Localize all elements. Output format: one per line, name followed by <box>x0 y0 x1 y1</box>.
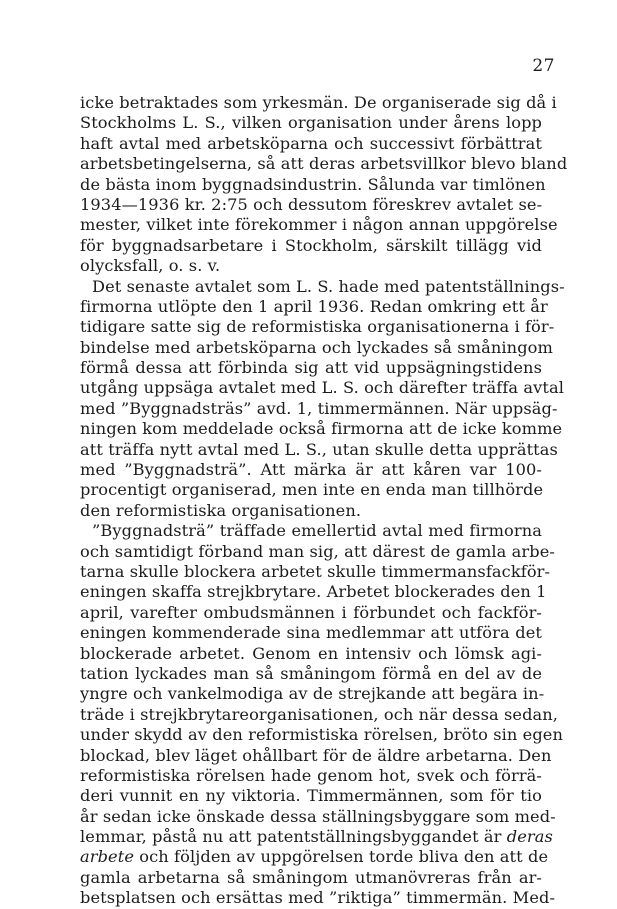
text-line: bindelse med arbetsköparna och lyckades så småningom <box>80 337 553 357</box>
text-line <box>80 827 553 847</box>
text-line: deri vunnit en ny viktoria. Timmermännen, som för tio <box>80 786 542 806</box>
text-line: de bästa inom byggnadsindustrin. Sålunda var timlönen <box>80 174 546 194</box>
text-line: april, varefter ombudsmännen i förbundet och fackför- <box>80 602 542 622</box>
text-line: olycksfall, o. s. v. <box>80 256 221 276</box>
text-line: med ”Byggnadsträ”. Att märka är att kåren var 100- <box>80 460 542 480</box>
text-line: eningen kommenderade sina medlemmar att utföra det <box>80 623 542 643</box>
paragraph-2 <box>80 276 565 522</box>
text-line: tidigare satte sig de reformistiska organisationerna i för- <box>80 317 555 337</box>
text-line: 1934—1936 kr. 2:75 och dessutom föreskrev avtalet se- <box>80 194 543 214</box>
text-line: gamla arbetarna så småningom utmanövreras från ar- <box>80 867 542 887</box>
text-line: ”Byggnadsträ” träffade emellertid avtal med firmorna <box>92 521 542 541</box>
text-line: haft avtal med arbetsköparna och successivt förbättrat <box>80 133 542 153</box>
text-line: under skydd av den reformistiska rörelsen, bröto sin egen <box>80 725 564 745</box>
paragraph-1 <box>80 93 568 277</box>
text-line: utgång uppsäga avtalet med L. S. och därefter träffa avtal <box>80 378 565 398</box>
italic-word: deras <box>506 827 553 847</box>
text-line: eningen skaffa strejkbrytare. Arbetet blockerades den 1 <box>80 582 547 602</box>
text-line: yngre och vankelmodiga av de strejkande att begära in- <box>80 684 545 704</box>
page-number: 27 <box>532 56 555 76</box>
text-line: betsplatsen och ersättas med ”riktiga” timmermän. Med- <box>80 888 556 908</box>
text-line: förmå dessa att förbinda sig att vid uppsägningstidens <box>80 358 542 378</box>
text-fragment: lemmar, påstå nu att patentställningsbyggandet är <box>80 827 502 847</box>
text-fragment: och följden av uppgörelsen torde bliva den att de <box>139 847 549 867</box>
text-line: icke betraktades som yrkesmän. De organiserade sig då i <box>80 93 557 112</box>
text-line: firmorna utlöpte den 1 april 1936. Redan omkring ett år <box>80 296 548 316</box>
text-line: Det senaste avtalet som L. S. hade med patentställnings- <box>92 276 565 296</box>
text-line: med ”Byggnadsträs” avd. 1, timmermännen. När uppsäg- <box>80 398 558 418</box>
text-line: träde i strejkbrytareorganisationen, och när dessa sedan, <box>80 704 559 724</box>
text-line: Stockholms L. S., vilken organisation under årens lopp <box>80 113 542 133</box>
text-line: för byggnadsarbetare i Stockholm, särskilt tillägg vid <box>80 235 542 255</box>
text-line: tation lyckades man så småningom förmå en del av de <box>80 663 542 683</box>
text-line <box>80 847 549 867</box>
text-line: procentigt organiserad, men inte en enda man tillhörde <box>80 480 544 500</box>
italic-word: arbete <box>80 847 135 867</box>
text-line: år sedan icke önskade dessa ställningsbyggare som med- <box>80 806 556 826</box>
text-line: ningen kom meddelade också firmorna att de icke komme <box>80 419 563 439</box>
text-line: den reformistiska organisationen. <box>80 500 362 520</box>
text-line: blockerade arbetet. Genom en intensiv och lömsk agi- <box>80 643 542 663</box>
body-text <box>80 93 568 909</box>
text-line: reformistiska rörelsen hade genom hot, svek och förrä- <box>80 765 542 785</box>
text-line: blockad, blev läget ohållbart för de äldre arbetarna. Den <box>80 745 552 765</box>
text-line: och samtidigt förband man sig, att därest de gamla arbe- <box>80 541 555 561</box>
paragraph-3 <box>80 521 564 908</box>
text-line: mester, vilket inte förekommer i någon annan uppgörelse <box>80 215 558 235</box>
text-line: tarna skulle blockera arbetet skulle timmermansfackför- <box>80 561 551 581</box>
text-line: arbetsbetingelserna, så att deras arbetsvillkor blevo bland <box>80 154 568 174</box>
text-line: att träffa nytt avtal med L. S., utan skulle detta upprättas <box>80 439 558 459</box>
